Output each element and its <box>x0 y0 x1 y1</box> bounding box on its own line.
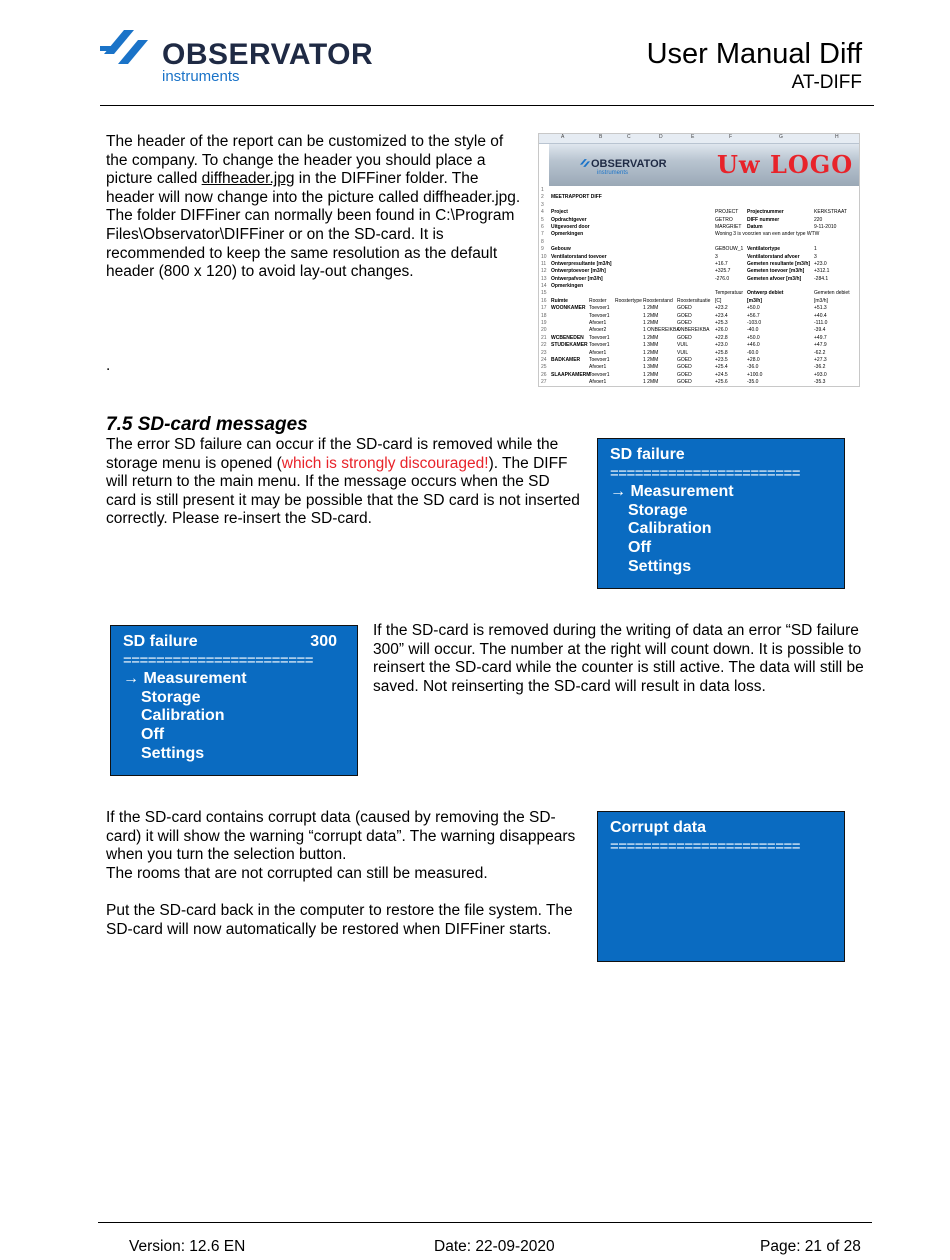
spreadsheet-cell: -103.0 <box>747 320 762 327</box>
spreadsheet-cell: BADKAMER <box>551 356 581 363</box>
spreadsheet-cell: 1 3MM <box>643 364 659 371</box>
lcd-menu-item: Settings <box>141 744 205 762</box>
warning-text: which is strongly discouraged! <box>281 454 489 472</box>
spreadsheet-cell: +325.7 <box>715 268 731 275</box>
spreadsheet-cell: Opdrachtgever <box>551 216 587 223</box>
spreadsheet-cell: Ventilatortype <box>747 246 781 253</box>
spreadsheet-cell: 9-11-2010 <box>814 223 837 230</box>
spreadsheet-cell: +23.5 <box>715 356 728 363</box>
spreadsheet-cell: -36.0 <box>747 364 759 371</box>
lcd-menu-item: Calibration <box>141 707 225 725</box>
document-title: User Manual Diff <box>646 38 862 70</box>
spreadsheet-cell: GOED <box>677 305 692 312</box>
spreadsheet-cell: 1 2MM <box>643 379 659 386</box>
spreadsheet-cell: Gebouw <box>551 246 571 253</box>
lcd-separator: ======================= <box>610 837 800 855</box>
spreadsheet-column-header: A B C D E F G H <box>539 134 859 144</box>
sd-failure-paragraph: The error SD failure can occur if the SD-card is removed while the storage menu is opened (which is strongly discouraged!). The DIFF will return to the main menu. If the message occurs when the SD card is still present it may be possible that the SD card is not inserted correctly. Please re-insert the SD-card. <box>106 436 580 528</box>
stray-dot: . <box>106 357 111 374</box>
spreadsheet-cell: 3 <box>715 253 718 260</box>
spreadsheet-cell: 1 2MM <box>643 305 659 312</box>
spreadsheet-cell: 3 <box>814 253 817 260</box>
spreadsheet-row: 21 WCBENEDEN Toevoer1 1 2MM GOED +22.8 +50.0 +49.7 <box>541 334 827 341</box>
lcd-counter: 300 <box>310 633 337 650</box>
spreadsheet-cell: Roosterstand <box>643 297 673 304</box>
spreadsheet-cell: Gemeten toevoer [m3/h] <box>747 268 805 275</box>
spreadsheet-cell: 220 <box>814 216 823 223</box>
lcd-menu-item: Settings <box>628 557 692 575</box>
spreadsheet-cell: +49.7 <box>814 334 827 341</box>
spreadsheet-cell: Temperatuur <box>715 290 744 297</box>
lcd-separator: ======================= <box>123 651 313 669</box>
lcd-menu-item: Off <box>141 725 165 743</box>
spreadsheet-cell: -284.1 <box>814 275 829 282</box>
spreadsheet-cell: Roostersituatie <box>677 297 711 304</box>
sd-countdown-paragraph: If the SD-card is removed during the writing of data an error “SD failure 300” will occur. The number at the right will count down. It is possible to reinsert the SD-card while the counter is still active. The data will still be saved. Not reinserting the SD-card will result in data loss. <box>373 622 864 695</box>
spreadsheet-cell: -39.4 <box>814 327 826 334</box>
spreadsheet-cell: -36.2 <box>814 364 826 371</box>
spreadsheet-cell: +23.0 <box>814 260 827 267</box>
corrupt-data-paragraph: If the SD-card contains corrupt data (caused by removing the SD-card) it will show the warning “corrupt data”. The warning disappears when you turn the selection button. The rooms that are not corrupted can still be measured. Put the SD-card back in the computer to restore the file system. The SD-card will now automatically be restored when DIFFiner starts. <box>106 809 576 938</box>
footer-page: Page: 21 of 28 <box>760 1238 861 1255</box>
spreadsheet-cell: [m3/h] <box>814 297 828 304</box>
report-header-banner <box>549 144 859 186</box>
lcd-menu-item: Storage <box>141 688 201 706</box>
lcd-menu-selected: → Measurement <box>123 670 247 688</box>
document-subtitle: AT-DIFF <box>791 72 862 93</box>
spreadsheet-cell: -276.0 <box>715 275 730 282</box>
spreadsheet-row: 15 Temperatuur Ontwerp debiet Gemeten debiet <box>541 290 850 297</box>
spreadsheet-cell: KERKSTRAAT <box>814 209 847 216</box>
spreadsheet-cell: 1 <box>814 246 817 253</box>
spreadsheet-cell: +23.4 <box>715 312 728 319</box>
spreadsheet-row: 22 STUDIEKAMER Toevoer1 1 3MM VUIL +23.0 +46.0 +47.9 <box>541 342 827 349</box>
spreadsheet-cell: Roostertype <box>615 297 642 304</box>
spreadsheet-cell: GOED <box>677 320 692 327</box>
spreadsheet-cell: 1 2MM <box>643 349 659 356</box>
spreadsheet-cell: Afvoer1 <box>589 320 607 327</box>
spreadsheet-row: 20 Afvoer2 1 ONBEREIKBA ONBEREIKBA +26.0 -40.0 -39.4 <box>541 327 826 334</box>
spreadsheet-cell: SLAAPKAMERM <box>551 371 591 378</box>
banner-custom-logo: Uw LOGO <box>717 150 854 179</box>
spreadsheet-cell: Opmerkingen <box>551 231 584 238</box>
spreadsheet-cell: Afvoer1 <box>589 349 607 356</box>
spreadsheet-rows <box>539 187 859 387</box>
spreadsheet-cell: +25.3 <box>715 320 728 327</box>
spreadsheet-cell: Afvoer2 <box>589 327 607 334</box>
lcd-title: Corrupt data <box>610 819 706 836</box>
spreadsheet-cell: STUDIEKAMER <box>551 342 588 349</box>
spreadsheet-cell: +25.8 <box>715 349 728 356</box>
spreadsheet-row: 2 MEETRAPPORT DIFF <box>541 194 602 201</box>
spreadsheet-cell: +28.0 <box>747 356 760 363</box>
spreadsheet-cell: Ontwerpresultante [m3/h] <box>551 260 612 267</box>
spreadsheet-row: 7 Opmerkingen Woning 3 is voorzien van een ander type WTW <box>541 231 820 238</box>
spreadsheet-cell: 1 ONBEREIKBA <box>643 327 680 334</box>
lcd-menu-item: Calibration <box>628 520 712 538</box>
spreadsheet-cell: -35.3 <box>814 379 826 386</box>
spreadsheet-cell: Ontwerpafvoer [m3/h] <box>551 275 603 282</box>
spreadsheet-cell: MEETRAPPORT DIFF <box>551 194 602 201</box>
spreadsheet-cell: 1 2MM <box>643 334 659 341</box>
spreadsheet-cell: +26.0 <box>715 327 728 334</box>
spreadsheet-cell: -35.0 <box>747 379 759 386</box>
spreadsheet-cell: 1 2MM <box>643 312 659 319</box>
spreadsheet-cell: WCBENEDEN <box>551 334 584 341</box>
spreadsheet-cell: Ruimte <box>551 297 568 304</box>
spreadsheet-cell: -62.2 <box>814 349 826 356</box>
spreadsheet-cell: Afvoer1 <box>589 364 607 371</box>
spreadsheet-row: 26 SLAAPKAMERM Toevoer1 1 2MM GOED +24.5 +100.0 +93.0 <box>541 371 827 378</box>
spreadsheet-cell: Ontwerp debiet <box>747 290 784 297</box>
banner-brand: OBSERVATOR <box>591 158 667 170</box>
lcd-title: SD failure <box>123 633 198 650</box>
spreadsheet-cell: GOED <box>677 356 692 363</box>
spreadsheet-row: 1 <box>541 187 544 193</box>
spreadsheet-cell: Gemeten debiet <box>814 290 850 297</box>
spreadsheet-row: 24 BADKAMER Toevoer1 1 2MM GOED +23.5 +28.0 +27.3 <box>541 356 827 363</box>
spreadsheet-row: 11 Ontwerpresultante [m3/h] +16.7 Gemeten resultante [m3/h] +23.0 <box>541 260 827 267</box>
spreadsheet-cell: +25.4 <box>715 364 728 371</box>
spreadsheet-cell: GOED <box>677 364 692 371</box>
spreadsheet-cell: Projectnummer <box>747 209 784 216</box>
spreadsheet-cell: +51.3 <box>814 305 827 312</box>
observator-logo-icon <box>100 24 152 70</box>
spreadsheet-cell: +50.0 <box>747 334 760 341</box>
spreadsheet-cell: Rooster <box>589 297 607 304</box>
spreadsheet-cell: PROJECT <box>715 209 739 216</box>
spreadsheet-cell: WOONKAMER <box>551 305 586 312</box>
spreadsheet-cell: Toevoer1 <box>589 312 610 319</box>
spreadsheet-cell: +47.9 <box>814 342 827 349</box>
spreadsheet-row: 17 WOONKAMER Toevoer1 1 2MM GOED +23.2 +50.0 +51.3 <box>541 305 827 312</box>
spreadsheet-row: 25 Afvoer1 1 3MM GOED +25.4 -36.0 -36.2 <box>541 364 826 371</box>
spreadsheet-cell: [C] <box>715 297 722 304</box>
spreadsheet-cell: Datum <box>747 223 763 230</box>
lcd-title: SD failure <box>610 446 685 463</box>
spreadsheet-cell: Ventilatorstand toevoer <box>551 253 607 260</box>
footer-version: Version: 12.6 EN <box>129 1238 246 1255</box>
spreadsheet-row: 23 Afvoer1 1 2MM VUIL +25.8 -60.0 -62.2 <box>541 349 826 356</box>
spreadsheet-cell: +25.6 <box>715 379 728 386</box>
lcd-sd-failure-screen <box>597 438 845 589</box>
spreadsheet-row: 5 Opdrachtgever GETRO DIFF nummer 220 <box>541 216 823 223</box>
spreadsheet-cell: +312.1 <box>814 268 830 275</box>
spreadsheet-cell: 1 2MM <box>643 371 659 378</box>
footer-divider <box>98 1222 872 1223</box>
spreadsheet-cell: Uitgevoerd door <box>551 223 590 230</box>
spreadsheet-cell: Gemeten afvoer [m3/h] <box>747 275 802 282</box>
spreadsheet-cell: VUIL <box>677 349 689 356</box>
intro-paragraph: The header of the report can be customized to the style of the company. To change the header you should place a picture called diffheader.jpg in the DIFFiner folder. The header will now change into the picture called diffheader.jpg. The folder DIFFiner can normally been found in C:\Program Files\Observator\DIFFiner or on the SD-card. It is recommended to keep the same resolution as the default header (800 x 120) to avoid lay-out changes. <box>106 133 521 281</box>
lcd-separator: ======================= <box>610 464 800 482</box>
spreadsheet-cell: Toevoer1 <box>589 371 610 378</box>
spreadsheet-cell: -111.0 <box>814 320 828 327</box>
footer-date: Date: 22-09-2020 <box>434 1238 555 1255</box>
spreadsheet-cell: +23.0 <box>715 342 728 349</box>
spreadsheet-cell: Opmerkingen <box>551 283 584 290</box>
spreadsheet-cell: GEBOUW_1 <box>715 246 744 253</box>
lcd-menu-item: Off <box>628 538 652 556</box>
lcd-menu-selected: → Measurement <box>610 483 734 501</box>
spreadsheet-cell: +56.7 <box>747 312 760 319</box>
spreadsheet-row: 12 Ontwerptoevoer [m3/h] +325.7 Gemeten toevoer [m3/h] +312.1 <box>541 268 830 275</box>
spreadsheet-cell: -60.0 <box>747 349 759 356</box>
spreadsheet-cell: Toevoer1 <box>589 342 610 349</box>
banner-brand-sub: instruments <box>597 170 629 176</box>
lcd-menu-item: Storage <box>628 501 688 519</box>
spreadsheet-cell: +93.0 <box>814 371 827 378</box>
spreadsheet-cell: +24.5 <box>715 371 728 378</box>
brand-name: OBSERVATOR <box>162 38 374 71</box>
spreadsheet-row: 13 Ontwerpafvoer [m3/h] -276.0 Gemeten afvoer [m3/h] -284.1 <box>541 275 829 282</box>
spreadsheet-cell: Toevoer1 <box>589 334 610 341</box>
header-divider <box>100 105 874 106</box>
lcd-corrupt-data-screen <box>597 811 845 962</box>
spreadsheet-cell: GOED <box>677 312 692 319</box>
report-spreadsheet-image <box>538 133 860 387</box>
spreadsheet-row: 18 Toevoer1 1 2MM GOED +23.4 +56.7 +40.4 <box>541 312 827 319</box>
spreadsheet-cell: GOED <box>677 334 692 341</box>
filename-link: diffheader.jpg <box>201 170 295 188</box>
spreadsheet-row: 19 Afvoer1 1 2MM GOED +25.3 -103.0 -111.0 <box>541 320 828 327</box>
spreadsheet-row: 27 Afvoer1 1 2MM GOED +25.6 -35.0 -35.3 <box>541 379 826 386</box>
spreadsheet-cell: 1 2MM <box>643 356 659 363</box>
spreadsheet-cell: Woning 3 is voorzien van een ander type WTW <box>715 231 820 238</box>
spreadsheet-cell: Gemeten resultante [m3/h] <box>747 260 811 267</box>
spreadsheet-cell: [m3/h] <box>747 297 762 304</box>
spreadsheet-cell: +40.4 <box>814 312 827 319</box>
spreadsheet-cell: +27.3 <box>814 356 827 363</box>
spreadsheet-row: 4 Project PROJECT Projectnummer KERKSTRAAT <box>541 209 847 216</box>
spreadsheet-cell: Afvoer1 <box>589 379 607 386</box>
spreadsheet-cell: Ontwerptoevoer [m3/h] <box>551 268 606 275</box>
spreadsheet-cell: +50.0 <box>747 305 760 312</box>
spreadsheet-row: 6 Uitgevoerd door MARGRIET Datum 9-11-2010 <box>541 223 837 230</box>
spreadsheet-cell: Project <box>551 209 568 216</box>
spreadsheet-cell: ONBEREIKBA <box>677 327 710 334</box>
spreadsheet-row: 9 Gebouw GEBOUW_1 Ventilatortype 1 <box>541 246 817 253</box>
lcd-sd-failure-countdown-screen <box>110 625 358 776</box>
spreadsheet-cell: MARGRIET <box>715 223 742 230</box>
spreadsheet-cell: 1 3MM <box>643 342 659 349</box>
section-heading: 7.5 SD-card messages <box>106 414 308 435</box>
spreadsheet-cell: -40.0 <box>747 327 759 334</box>
spreadsheet-cell: +100.0 <box>747 371 763 378</box>
spreadsheet-cell: +23.2 <box>715 305 728 312</box>
spreadsheet-row: 16 Ruimte Rooster Roostertype Roosterstand Roostersituatie [C] [m3/h] [m3/h] <box>541 297 828 304</box>
spreadsheet-row: 3 <box>541 201 544 208</box>
spreadsheet-cell: Toevoer1 <box>589 305 610 312</box>
spreadsheet-row: 14 Opmerkingen <box>541 283 584 290</box>
spreadsheet-cell: GOED <box>677 371 692 378</box>
spreadsheet-cell: +16.7 <box>715 260 728 267</box>
spreadsheet-cell: Toevoer1 <box>589 356 610 363</box>
spreadsheet-cell: +22.8 <box>715 334 728 341</box>
spreadsheet-cell: DIFF nummer <box>747 216 780 223</box>
spreadsheet-row: 10 Ventilatorstand toevoer 3 Ventilatorstand afvoer 3 <box>541 253 817 260</box>
spreadsheet-row: 8 <box>541 238 544 245</box>
spreadsheet-cell: 1 2MM <box>643 320 659 327</box>
spreadsheet-cell: GOED <box>677 379 692 386</box>
spreadsheet-cell: GETRO <box>715 216 733 223</box>
spreadsheet-cell: Ventilatorstand afvoer <box>747 253 800 260</box>
spreadsheet-cell: VUIL <box>677 342 689 349</box>
brand-subtitle: instruments <box>162 68 240 85</box>
observator-logo-icon <box>579 157 591 169</box>
spreadsheet-cell: +46.0 <box>747 342 760 349</box>
